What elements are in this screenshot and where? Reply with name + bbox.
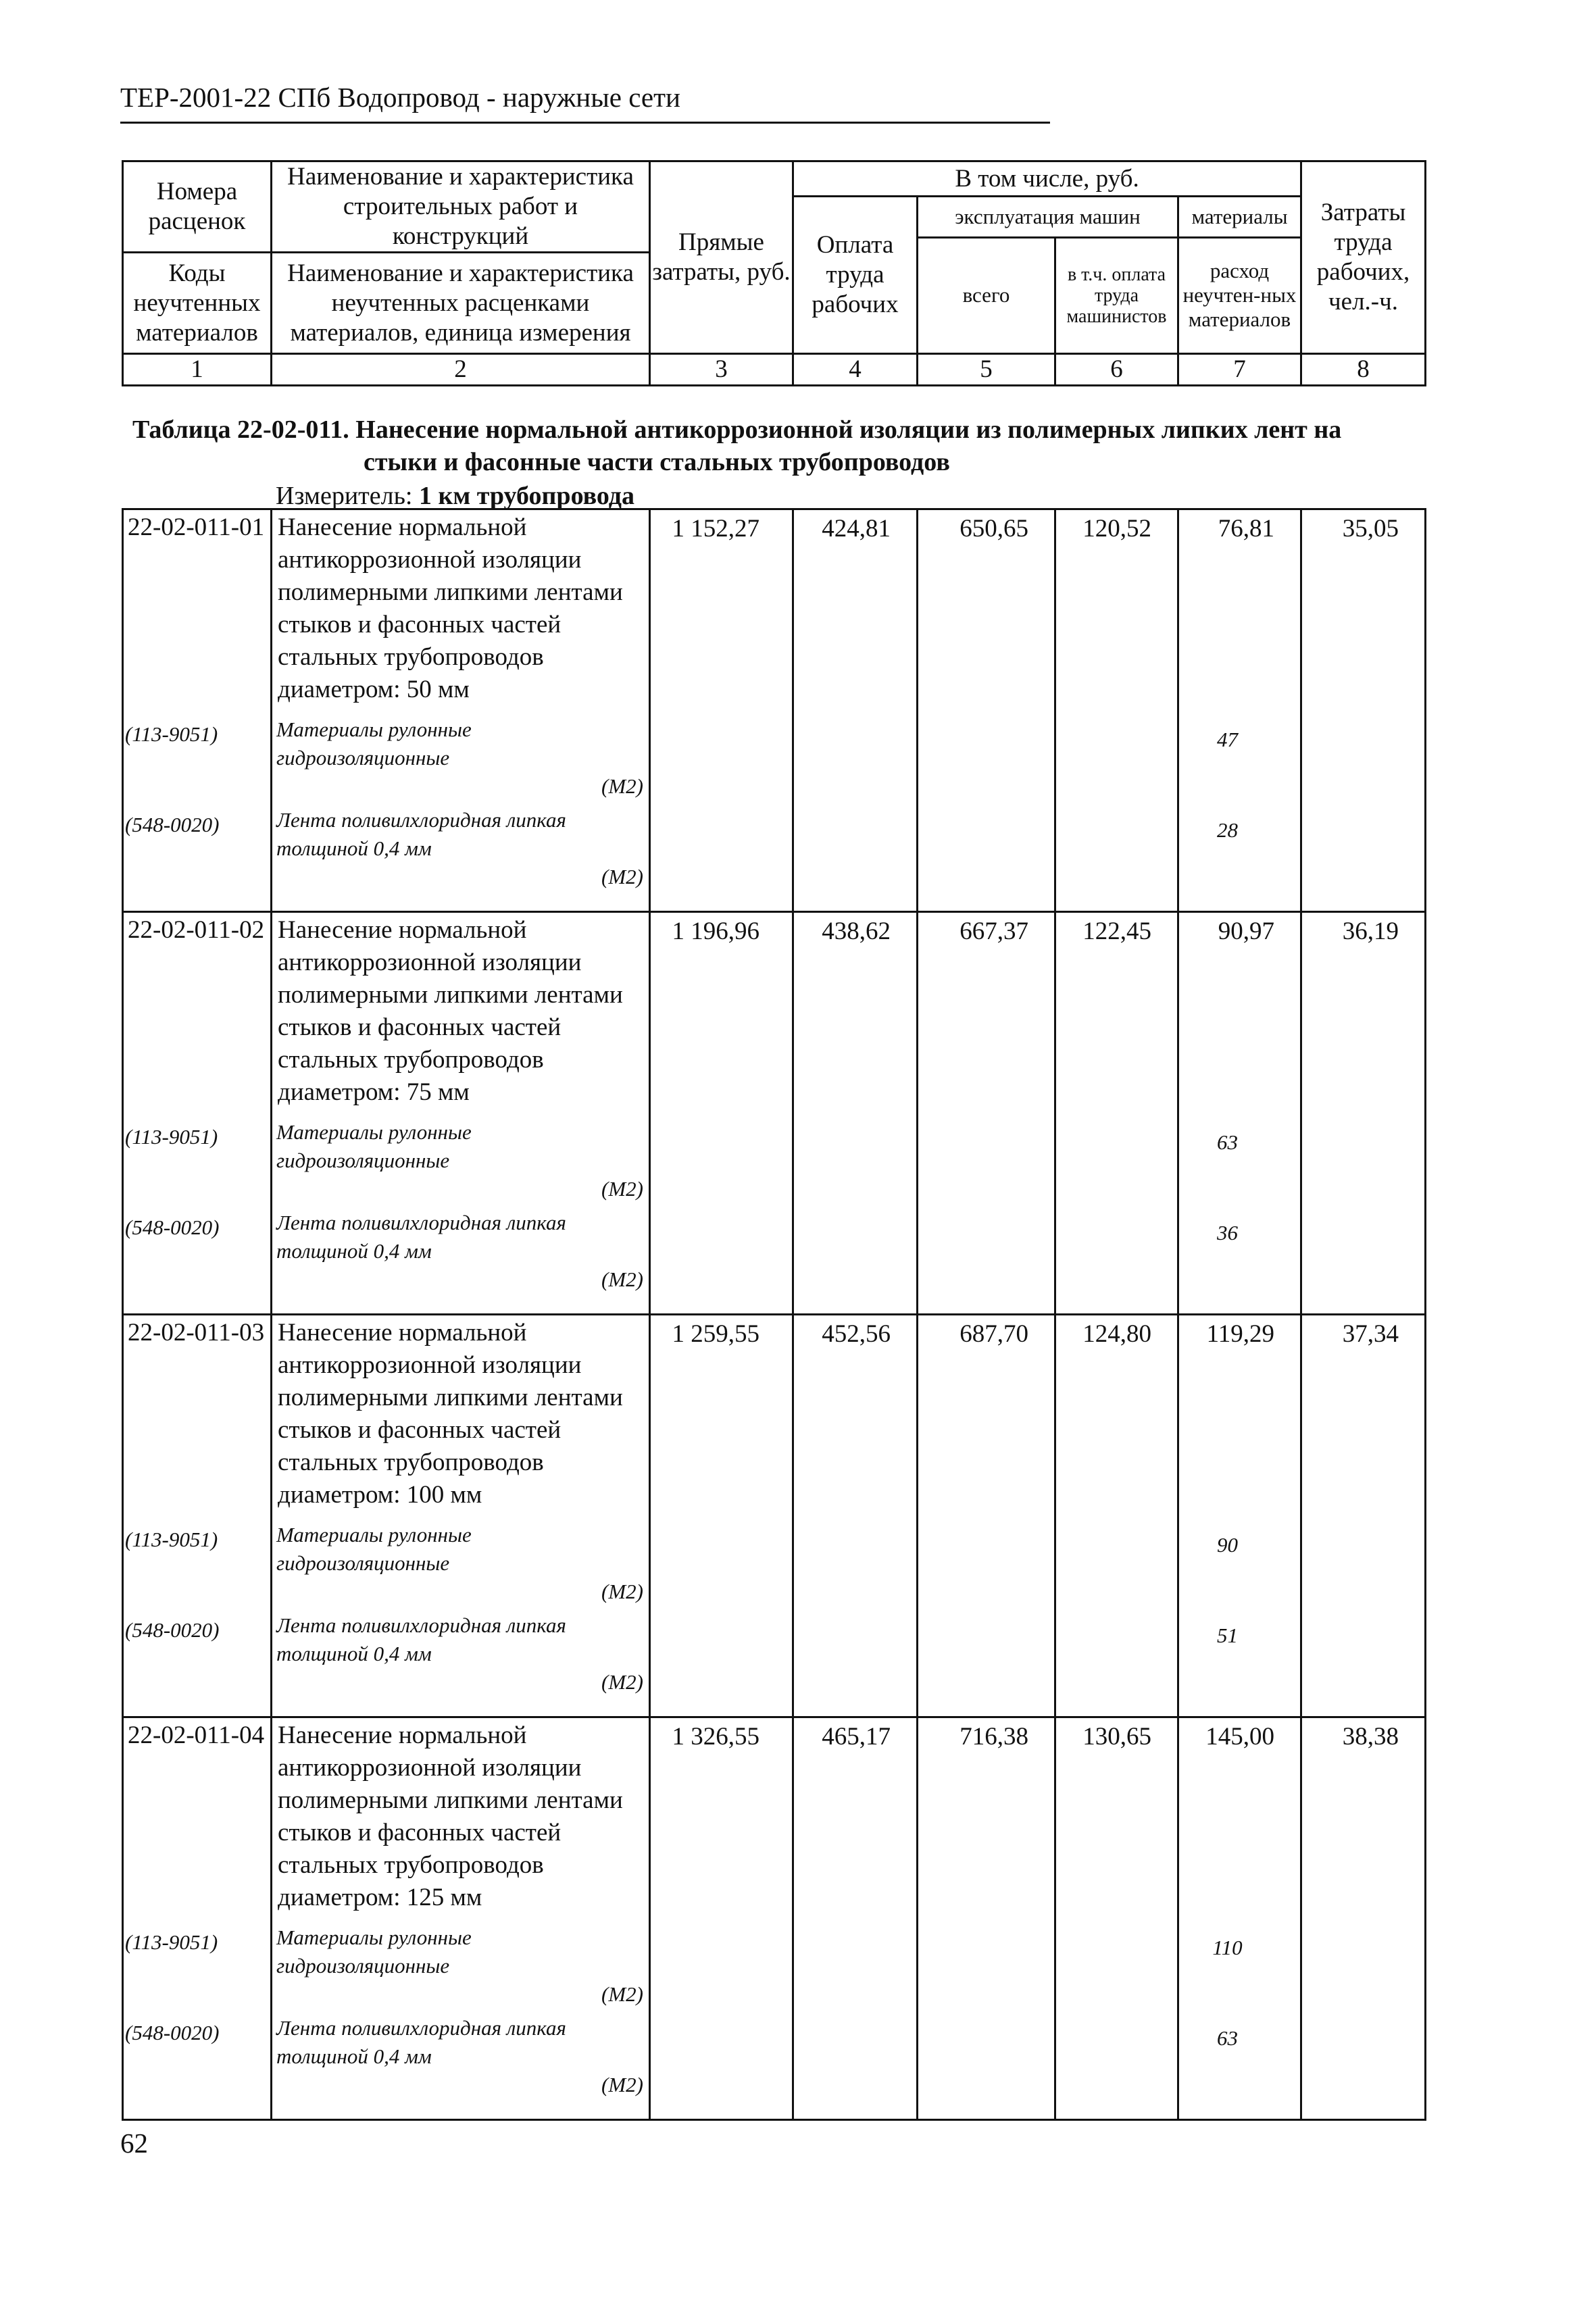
caption-line-2: стыки и фасонные части стальных трубопроводов	[364, 448, 950, 476]
materials-cell	[1178, 1717, 1301, 2120]
col2-header-bottom: Наименование и характеристика неучтенных расценками материалов, единица измерения	[272, 253, 650, 354]
col-num-5: 5	[918, 354, 1055, 386]
col-num-6: 6	[1055, 354, 1178, 386]
materials-cost: 119,29	[1206, 1320, 1274, 1348]
material-code: (113-9051)	[125, 722, 218, 746]
work-description: Нанесение нормальной антикоррозионной изоляции полимерными липкими лентами стыков и фасонных частей стальных трубопроводов диаметром: 125 мм	[278, 1721, 623, 1911]
col4-header: Оплата труда рабочих	[793, 197, 918, 354]
header-rule	[120, 122, 1050, 124]
rate-code: 22-02-011-02	[128, 916, 265, 944]
row-desc-cell	[272, 1717, 650, 2120]
machine-cost: 687,70	[918, 1315, 1055, 1717]
material-quantity: 63	[1217, 2026, 1238, 2050]
material-quantity: 63	[1217, 1130, 1238, 1154]
materials-header: материалы	[1178, 197, 1301, 238]
machine-cost: 716,38	[918, 1717, 1055, 2120]
materials-cost: 145,00	[1205, 1723, 1274, 1751]
work-description: Нанесение нормальной антикоррозионной изоляции полимерными липкими лентами стыков и фасонных частей стальных трубопроводов диаметром: 50 мм	[278, 513, 623, 703]
row-desc-cell	[272, 509, 650, 912]
material-name: Материалы рулонные гидроизоляционные	[276, 1523, 472, 1575]
machines-header: эксплуатация машин	[918, 197, 1178, 238]
material-unit: (М2)	[601, 774, 643, 798]
material-name: Материалы рулонные гидроизоляционные	[276, 718, 472, 770]
material-name: Материалы рулонные гидроизоляционные	[276, 1926, 472, 1978]
machine-labor-cost: 120,52	[1055, 509, 1178, 912]
material-quantity: 110	[1212, 1936, 1243, 1959]
material-quantity: 51	[1217, 1624, 1238, 1647]
table-row	[123, 1717, 1426, 2120]
rate-code: 22-02-011-03	[128, 1319, 265, 1347]
row-code-cell	[123, 1717, 272, 2120]
direct-cost: 1 259,55	[650, 1315, 793, 1717]
material-name: Лента поливилхлоридная липкая толщиной 0,4 мм	[276, 2016, 566, 2068]
col-num-8: 8	[1301, 354, 1426, 386]
labor-hours: 36,19	[1301, 912, 1426, 1315]
work-description: Нанесение нормальной антикоррозионной изоляции полимерными липкими лентами стыков и фасонных частей стальных трубопроводов диаметром: 75 мм	[278, 916, 623, 1106]
material-quantity: 47	[1217, 728, 1238, 751]
col1-header-top: Номера расценок	[123, 161, 272, 253]
materials-cell	[1178, 509, 1301, 912]
row-code-cell	[123, 912, 272, 1315]
direct-cost: 1 326,55	[650, 1717, 793, 2120]
material-code: (113-9051)	[125, 1528, 218, 1551]
col-num-4: 4	[793, 354, 918, 386]
material-unit: (М2)	[601, 1580, 643, 1603]
material-code: (113-9051)	[125, 1125, 218, 1149]
material-code: (548-0020)	[125, 813, 220, 836]
material-unit: (М2)	[601, 1982, 643, 2006]
materials-cell	[1178, 1315, 1301, 1717]
direct-cost: 1 196,96	[650, 912, 793, 1315]
labor-cost: 438,62	[793, 912, 918, 1315]
row-desc-cell	[272, 1315, 650, 1717]
material-name: Лента поливилхлоридная липкая толщиной 0,4 мм	[276, 1613, 566, 1665]
material-unit: (М2)	[601, 865, 643, 888]
row-desc-cell	[272, 912, 650, 1315]
material-unit: (М2)	[601, 2073, 643, 2096]
col6-header: в т.ч. оплата труда машинистов	[1055, 237, 1178, 354]
machine-labor-cost: 124,80	[1055, 1315, 1178, 1717]
labor-cost: 452,56	[793, 1315, 918, 1717]
table-caption	[132, 413, 1416, 478]
labor-hours: 37,34	[1301, 1315, 1426, 1717]
material-code: (113-9051)	[125, 1930, 218, 1954]
machine-cost: 667,37	[918, 912, 1055, 1315]
material-name: Лента поливилхлоридная липкая толщиной 0,4 мм	[276, 1211, 566, 1263]
col2-header-top: Наименование и характеристика строительных работ и конструкций	[272, 161, 650, 253]
col1-header-bottom: Коды неучтенных материалов	[123, 253, 272, 354]
col7-header: расход неучтен-ных материалов	[1178, 237, 1301, 354]
material-name: Материалы рулонные гидроизоляционные	[276, 1120, 472, 1172]
row-code-cell	[123, 1315, 272, 1717]
material-code: (548-0020)	[125, 1618, 220, 1642]
page-header: ТЕР-2001-22 СПб Водопровод - наружные сети	[120, 82, 680, 113]
table-row	[123, 509, 1426, 912]
materials-cost: 76,81	[1218, 515, 1274, 543]
material-unit: (М2)	[601, 1267, 643, 1291]
rate-code: 22-02-011-04	[128, 1721, 265, 1749]
col-num-1: 1	[123, 354, 272, 386]
column-header-table	[122, 160, 1426, 386]
group-header: В том числе, руб.	[793, 161, 1301, 197]
labor-hours: 38,38	[1301, 1717, 1426, 2120]
material-unit: (М2)	[601, 1177, 643, 1201]
machine-cost: 650,65	[918, 509, 1055, 912]
caption-line-1: Таблица 22-02-011. Нанесение нормальной антикоррозионной изоляции из полимерных липких лент на	[132, 416, 1342, 444]
meter-value: 1 км трубопровода	[419, 482, 635, 510]
rates-table	[122, 508, 1426, 2121]
col-num-7: 7	[1178, 354, 1301, 386]
machine-labor-cost: 130,65	[1055, 1717, 1178, 2120]
material-name: Лента поливилхлоридная липкая толщиной 0,4 мм	[276, 808, 566, 860]
work-description: Нанесение нормальной антикоррозионной изоляции полимерными липкими лентами стыков и фасонных частей стальных трубопроводов диаметром: 100 мм	[278, 1319, 623, 1509]
labor-cost: 465,17	[793, 1717, 918, 2120]
machine-labor-cost: 122,45	[1055, 912, 1178, 1315]
col8-header: Затраты труда рабочих, чел.-ч.	[1301, 161, 1426, 354]
meter-line	[276, 481, 634, 511]
materials-cost: 90,97	[1218, 917, 1274, 945]
col3-header: Прямые затраты, руб.	[650, 161, 793, 354]
table-row	[123, 1315, 1426, 1717]
material-quantity: 90	[1217, 1533, 1238, 1557]
material-code: (548-0020)	[125, 2021, 220, 2044]
material-code: (548-0020)	[125, 1215, 220, 1239]
labor-cost: 424,81	[793, 509, 918, 912]
meter-label: Измеритель:	[276, 482, 419, 510]
labor-hours: 35,05	[1301, 509, 1426, 912]
col-num-3: 3	[650, 354, 793, 386]
material-unit: (М2)	[601, 1670, 643, 1694]
col5-header: всего	[918, 237, 1055, 354]
direct-cost: 1 152,27	[650, 509, 793, 912]
material-quantity: 36	[1217, 1221, 1238, 1244]
rate-code: 22-02-011-01	[128, 513, 265, 541]
table-row	[123, 912, 1426, 1315]
materials-cell	[1178, 912, 1301, 1315]
row-code-cell	[123, 509, 272, 912]
material-quantity: 28	[1217, 818, 1238, 842]
col-num-2: 2	[272, 354, 650, 386]
page-number: 62	[120, 2128, 148, 2159]
